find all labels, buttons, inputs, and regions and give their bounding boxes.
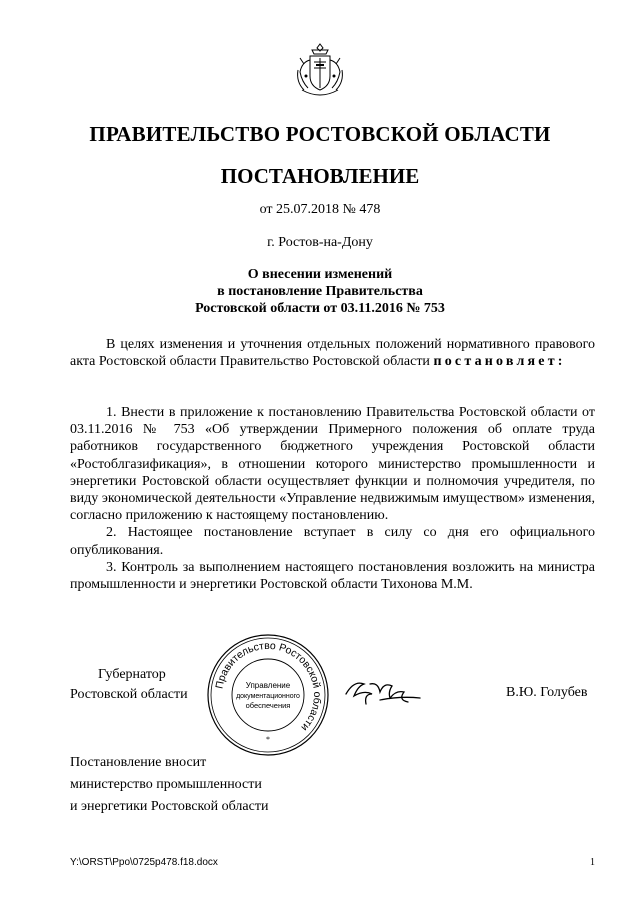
page-number: 1 [590, 857, 595, 868]
introducer-line: и энергетики Ростовской области [70, 799, 269, 814]
city: г. Ростов-на-Дону [267, 235, 373, 250]
official-round-seal-icon [205, 632, 331, 758]
signatory-position [70, 665, 188, 705]
seal-center-line: документационного [236, 693, 300, 700]
list-item: 2. Настоящее постановление вступает в силу со дня его официального опубликования. [70, 525, 595, 558]
intro-paragraph [70, 336, 595, 370]
signatory-name: В.Ю. Голубев [506, 685, 588, 700]
resolution-items [70, 404, 595, 593]
handwritten-signature-icon [340, 670, 430, 710]
list-item: 1. Внести в приложение к постановлению Правительства Ростовской области от 03.11.2016 № 753 «Об утверждении Примерного положения об оплате труда работников государственного бюджетного учреждения Ростовской области «Ростоблгазификация», в отношении которого министерство промышленности и энергетики Ростовской области осуществляет функции и полномочия учредителя, по виду экономической деятельности «Управление недвижимым имуществом» изменения, согласно приложению к настоящему постановлению. [70, 405, 595, 524]
introducer-block [70, 752, 268, 818]
introducer-line: министерство промышленности [70, 777, 262, 792]
heading-line: в постановление Правительства [217, 284, 423, 299]
resolves-word: постановляет: [433, 354, 566, 370]
document-type: ПОСТАНОВЛЕНИЕ [220, 164, 420, 188]
document-heading [0, 266, 640, 317]
introducer-line: Постановление вносит [70, 755, 207, 770]
file-path: Y:\ORST\Ppo\0725p478.f18.docx [70, 857, 218, 868]
date-number: от 25.07.2018 № 478 [259, 202, 381, 217]
position-line: Губернатор [98, 667, 166, 682]
intro-text: В целях изменения и уточнения отдельных положений нормативного правового акта Ростовской области Правительство Ростовской области [70, 337, 595, 370]
list-item: 3. Контроль за выполнением настоящего постановления возложить на министра промышленности и энергетики Ростовской области Тихонова М.М. [70, 559, 595, 593]
seal-ring-text: Правительство Ростовской области [213, 639, 324, 734]
coat-of-arms-icon [292, 40, 348, 102]
position-line: Ростовской области [70, 687, 188, 702]
heading-line: О внесении изменений [247, 267, 393, 282]
government-title: ПРАВИТЕЛЬСТВО РОСТОВСКОЙ ОБЛАСТИ [89, 122, 551, 146]
heading-line: Ростовской области от 03.11.2016 № 753 [195, 301, 445, 316]
seal-star: * [266, 735, 270, 744]
seal-center-line: обеспечения [245, 701, 291, 710]
seal-center-line: Управление [245, 681, 291, 690]
